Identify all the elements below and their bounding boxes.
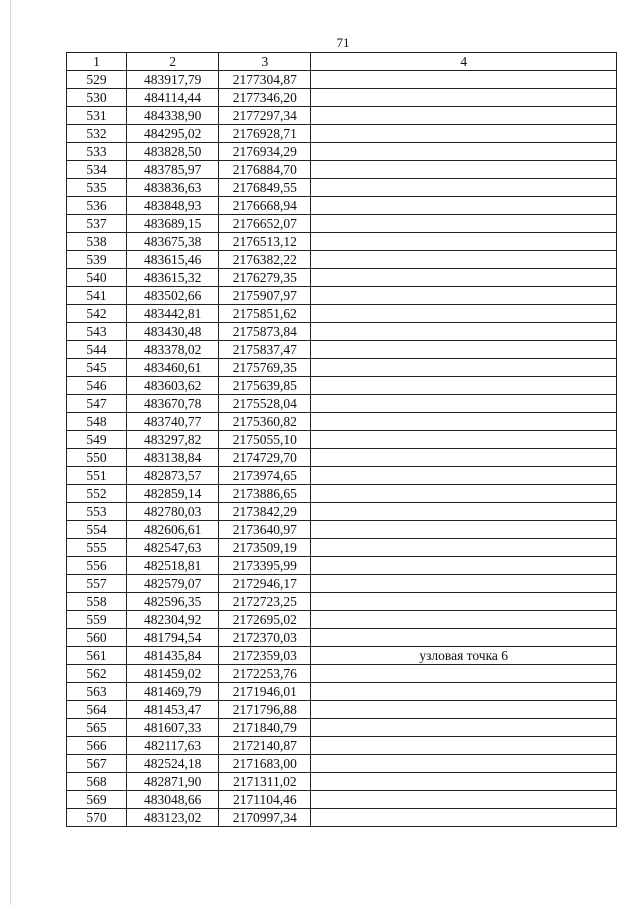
cell-note xyxy=(311,521,617,539)
table-row xyxy=(67,179,617,197)
cell-y: 2171840,79 xyxy=(219,719,311,737)
cell-y: 2173842,29 xyxy=(219,503,311,521)
column-header-y: 3 xyxy=(219,53,311,71)
cell-y: 2173509,19 xyxy=(219,539,311,557)
cell-y: 2175360,82 xyxy=(219,413,311,431)
cell-point-number: 532 xyxy=(67,125,127,143)
cell-point-number: 536 xyxy=(67,197,127,215)
table-row xyxy=(67,611,617,629)
table-row xyxy=(67,323,617,341)
cell-x: 483828,50 xyxy=(127,143,219,161)
cell-point-number: 539 xyxy=(67,251,127,269)
cell-y: 2175769,35 xyxy=(219,359,311,377)
cell-y: 2177297,34 xyxy=(219,107,311,125)
cell-x: 483297,82 xyxy=(127,431,219,449)
cell-note xyxy=(311,557,617,575)
table-row xyxy=(67,755,617,773)
cell-point-number: 562 xyxy=(67,665,127,683)
table-row xyxy=(67,485,617,503)
cell-x: 481469,79 xyxy=(127,683,219,701)
cell-note xyxy=(311,161,617,179)
table-row xyxy=(67,197,617,215)
cell-y: 2175873,84 xyxy=(219,323,311,341)
cell-point-number: 549 xyxy=(67,431,127,449)
column-header-x: 2 xyxy=(127,53,219,71)
cell-x: 482579,07 xyxy=(127,575,219,593)
table-row xyxy=(67,359,617,377)
cell-point-number: 555 xyxy=(67,539,127,557)
cell-x: 482524,18 xyxy=(127,755,219,773)
column-header-note: 4 xyxy=(311,53,617,71)
cell-note xyxy=(311,89,617,107)
cell-x: 483502,66 xyxy=(127,287,219,305)
cell-note xyxy=(311,323,617,341)
cell-note xyxy=(311,377,617,395)
page-number: 71 xyxy=(336,35,350,50)
cell-y: 2177346,20 xyxy=(219,89,311,107)
cell-point-number: 535 xyxy=(67,179,127,197)
cell-point-number: 545 xyxy=(67,359,127,377)
cell-note xyxy=(311,269,617,287)
table-row xyxy=(67,791,617,809)
cell-point-number: 546 xyxy=(67,377,127,395)
cell-x: 483615,32 xyxy=(127,269,219,287)
table-body xyxy=(67,71,617,827)
cell-note xyxy=(311,125,617,143)
cell-y: 2172695,02 xyxy=(219,611,311,629)
cell-note xyxy=(311,755,617,773)
cell-note xyxy=(311,485,617,503)
table-header xyxy=(67,53,617,71)
table-row xyxy=(67,557,617,575)
cell-x: 483123,02 xyxy=(127,809,219,827)
cell-note xyxy=(311,107,617,125)
cell-point-number: 560 xyxy=(67,629,127,647)
cell-point-number: 565 xyxy=(67,719,127,737)
table-row xyxy=(67,629,617,647)
cell-note xyxy=(311,449,617,467)
cell-y: 2176513,12 xyxy=(219,233,311,251)
cell-note xyxy=(311,683,617,701)
table-row xyxy=(67,71,617,89)
cell-point-number: 530 xyxy=(67,89,127,107)
cell-point-number: 538 xyxy=(67,233,127,251)
cell-note xyxy=(311,251,617,269)
cell-note xyxy=(311,611,617,629)
cell-point-number: 554 xyxy=(67,521,127,539)
cell-y: 2176884,70 xyxy=(219,161,311,179)
cell-note xyxy=(311,575,617,593)
table-row xyxy=(67,773,617,791)
cell-point-number: 559 xyxy=(67,611,127,629)
cell-x: 483430,48 xyxy=(127,323,219,341)
cell-y: 2175639,85 xyxy=(219,377,311,395)
cell-y: 2172140,87 xyxy=(219,737,311,755)
cell-y: 2173974,65 xyxy=(219,467,311,485)
cell-x: 482780,03 xyxy=(127,503,219,521)
cell-note xyxy=(311,503,617,521)
cell-point-number: 564 xyxy=(67,701,127,719)
table-row xyxy=(67,521,617,539)
cell-x: 482518,81 xyxy=(127,557,219,575)
cell-note xyxy=(311,179,617,197)
cell-y: 2171946,01 xyxy=(219,683,311,701)
table-row xyxy=(67,89,617,107)
table-row xyxy=(67,575,617,593)
cell-x: 482871,90 xyxy=(127,773,219,791)
cell-note xyxy=(311,467,617,485)
cell-y: 2175907,97 xyxy=(219,287,311,305)
cell-x: 482117,63 xyxy=(127,737,219,755)
table-row xyxy=(67,215,617,233)
cell-point-number: 548 xyxy=(67,413,127,431)
cell-point-number: 531 xyxy=(67,107,127,125)
cell-y: 2173395,99 xyxy=(219,557,311,575)
table-row xyxy=(67,269,617,287)
table-row xyxy=(67,665,617,683)
table-row xyxy=(67,809,617,827)
cell-point-number: 567 xyxy=(67,755,127,773)
cell-x: 483848,93 xyxy=(127,197,219,215)
table-row xyxy=(67,107,617,125)
cell-note xyxy=(311,143,617,161)
cell-note xyxy=(311,719,617,737)
cell-point-number: 552 xyxy=(67,485,127,503)
cell-y: 2176668,94 xyxy=(219,197,311,215)
cell-note xyxy=(311,287,617,305)
cell-note xyxy=(311,359,617,377)
table-row xyxy=(67,683,617,701)
cell-point-number: 544 xyxy=(67,341,127,359)
cell-x: 481453,47 xyxy=(127,701,219,719)
cell-point-number: 542 xyxy=(67,305,127,323)
cell-y: 2174729,70 xyxy=(219,449,311,467)
cell-point-number: 547 xyxy=(67,395,127,413)
cell-note xyxy=(311,665,617,683)
cell-note xyxy=(311,215,617,233)
cell-x: 483740,77 xyxy=(127,413,219,431)
cell-x: 483917,79 xyxy=(127,71,219,89)
table-row xyxy=(67,377,617,395)
column-header-point-number: 1 xyxy=(67,53,127,71)
cell-point-number: 561 xyxy=(67,647,127,665)
cell-point-number: 569 xyxy=(67,791,127,809)
cell-point-number: 566 xyxy=(67,737,127,755)
cell-y: 2171104,46 xyxy=(219,791,311,809)
cell-note xyxy=(311,737,617,755)
cell-x: 483785,97 xyxy=(127,161,219,179)
cell-x: 481435,84 xyxy=(127,647,219,665)
cell-point-number: 533 xyxy=(67,143,127,161)
cell-y: 2176934,29 xyxy=(219,143,311,161)
table-row xyxy=(67,503,617,521)
cell-x: 481607,33 xyxy=(127,719,219,737)
header-row xyxy=(67,53,617,71)
cell-x: 484295,02 xyxy=(127,125,219,143)
cell-point-number: 534 xyxy=(67,161,127,179)
cell-point-number: 551 xyxy=(67,467,127,485)
cell-y: 2170997,34 xyxy=(219,809,311,827)
cell-note: узловая точка 6 xyxy=(311,647,617,665)
cell-y: 2172723,25 xyxy=(219,593,311,611)
cell-x: 483378,02 xyxy=(127,341,219,359)
table-row xyxy=(67,737,617,755)
table-row xyxy=(67,341,617,359)
cell-point-number: 541 xyxy=(67,287,127,305)
cell-point-number: 543 xyxy=(67,323,127,341)
table-row xyxy=(67,305,617,323)
table-row xyxy=(67,233,617,251)
cell-x: 482859,14 xyxy=(127,485,219,503)
table-row xyxy=(67,647,617,665)
table-row xyxy=(67,287,617,305)
cell-point-number: 570 xyxy=(67,809,127,827)
table-row xyxy=(67,125,617,143)
cell-note xyxy=(311,629,617,647)
cell-y: 2173886,65 xyxy=(219,485,311,503)
cell-y: 2173640,97 xyxy=(219,521,311,539)
cell-point-number: 550 xyxy=(67,449,127,467)
cell-y: 2172253,76 xyxy=(219,665,311,683)
cell-x: 483048,66 xyxy=(127,791,219,809)
cell-x: 482596,35 xyxy=(127,593,219,611)
cell-note xyxy=(311,773,617,791)
cell-y: 2176928,71 xyxy=(219,125,311,143)
cell-y: 2177304,87 xyxy=(219,71,311,89)
cell-x: 484338,90 xyxy=(127,107,219,125)
cell-x: 483689,15 xyxy=(127,215,219,233)
table-row xyxy=(67,449,617,467)
cell-y: 2175851,62 xyxy=(219,305,311,323)
cell-x: 483836,63 xyxy=(127,179,219,197)
table-row xyxy=(67,431,617,449)
table-row xyxy=(67,143,617,161)
cell-point-number: 563 xyxy=(67,683,127,701)
table-row xyxy=(67,593,617,611)
cell-point-number: 540 xyxy=(67,269,127,287)
cell-y: 2172946,17 xyxy=(219,575,311,593)
cell-y: 2175837,47 xyxy=(219,341,311,359)
cell-point-number: 558 xyxy=(67,593,127,611)
cell-y: 2176849,55 xyxy=(219,179,311,197)
cell-x: 482873,57 xyxy=(127,467,219,485)
cell-note xyxy=(311,593,617,611)
cell-point-number: 529 xyxy=(67,71,127,89)
cell-point-number: 556 xyxy=(67,557,127,575)
page-margin-line xyxy=(10,0,11,905)
cell-note xyxy=(311,305,617,323)
cell-y: 2176652,07 xyxy=(219,215,311,233)
cell-note xyxy=(311,791,617,809)
cell-point-number: 553 xyxy=(67,503,127,521)
cell-y: 2175528,04 xyxy=(219,395,311,413)
cell-note xyxy=(311,539,617,557)
cell-y: 2171796,88 xyxy=(219,701,311,719)
cell-y: 2176279,35 xyxy=(219,269,311,287)
cell-y: 2171683,00 xyxy=(219,755,311,773)
cell-y: 2175055,10 xyxy=(219,431,311,449)
cell-x: 483675,38 xyxy=(127,233,219,251)
cell-x: 482304,92 xyxy=(127,611,219,629)
cell-x: 481459,02 xyxy=(127,665,219,683)
table-row xyxy=(67,251,617,269)
cell-note xyxy=(311,809,617,827)
cell-y: 2171311,02 xyxy=(219,773,311,791)
cell-x: 483460,61 xyxy=(127,359,219,377)
cell-note xyxy=(311,413,617,431)
cell-x: 484114,44 xyxy=(127,89,219,107)
cell-note xyxy=(311,197,617,215)
cell-point-number: 557 xyxy=(67,575,127,593)
cell-point-number: 537 xyxy=(67,215,127,233)
cell-note xyxy=(311,71,617,89)
table-row xyxy=(67,719,617,737)
cell-y: 2172370,03 xyxy=(219,629,311,647)
table-row xyxy=(67,161,617,179)
table-row xyxy=(67,467,617,485)
cell-y: 2176382,22 xyxy=(219,251,311,269)
cell-x: 482606,61 xyxy=(127,521,219,539)
cell-point-number: 568 xyxy=(67,773,127,791)
cell-x: 483442,81 xyxy=(127,305,219,323)
coordinates-table xyxy=(66,52,617,827)
cell-x: 483138,84 xyxy=(127,449,219,467)
cell-x: 483670,78 xyxy=(127,395,219,413)
table-row xyxy=(67,395,617,413)
cell-note xyxy=(311,395,617,413)
cell-note xyxy=(311,233,617,251)
cell-note xyxy=(311,341,617,359)
cell-note xyxy=(311,431,617,449)
table-row xyxy=(67,701,617,719)
cell-x: 483615,46 xyxy=(127,251,219,269)
cell-x: 482547,63 xyxy=(127,539,219,557)
cell-x: 481794,54 xyxy=(127,629,219,647)
table-row xyxy=(67,539,617,557)
cell-y: 2172359,03 xyxy=(219,647,311,665)
table-row xyxy=(67,413,617,431)
cell-note xyxy=(311,701,617,719)
cell-x: 483603,62 xyxy=(127,377,219,395)
